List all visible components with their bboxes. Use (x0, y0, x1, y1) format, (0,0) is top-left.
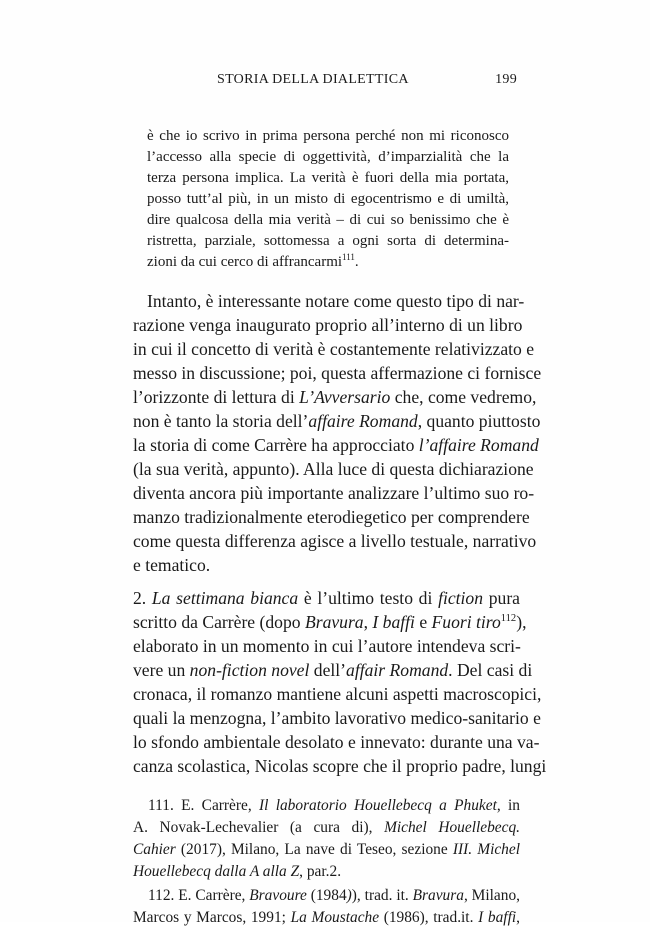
quote-line-last: zioni da cui cerco di affrancarmi$^{111}$. (147, 252, 359, 270)
body-line: (la sua verità, appunto). Alla luce di questa dichiarazione (133, 459, 534, 479)
body-line: razione venga inaugurato proprio all’interno di un libro (133, 315, 523, 335)
footnote-line: Cahier (2017), Milano, La nave di Teseo, sezione III. Michel (133, 841, 520, 858)
quote-line: terza persona implica. La verità è fuori della mia portata, (147, 170, 509, 186)
footnote-ref-111: 111 (342, 252, 355, 262)
quote-line: posso tutt’al più, in un misto di egocentrismo e di umiltà, (147, 191, 509, 207)
body-line: manzo tradizionalmente eterodiegetico per comprendere (133, 507, 530, 527)
quote-line: è che io scrivo in prima persona perché non mi riconosco (147, 128, 509, 144)
body-line: Intanto, è interessante notare come questo tipo di nar- (147, 291, 525, 311)
body-line: messo in discussione; poi, questa affermazione ci fornisce (133, 363, 542, 383)
body-line: l’orizzonte di lettura di L’Avversario che, come vedremo, (133, 387, 537, 407)
body-line: canza scolastica, Nicolas scopre che il proprio padre, lungi (133, 756, 547, 776)
body-line: la storia di come Carrère ha approcciato l’affaire Romand (133, 435, 539, 455)
body-line: vere un non-fiction novel dell’affair Romand. Del casi di (133, 660, 533, 680)
running-head (147, 72, 517, 92)
body-line: scritto da Carrère (dopo Bravura, I baffi e Fuori tiro$^{112}$), (133, 612, 527, 632)
quote-line: dire qualcosa della mia verità – di cui so benissimo che è (147, 212, 509, 228)
body-line: non è tanto la storia dell’affaire Romand, quanto piuttosto (133, 411, 541, 431)
footnote-line: A. Novak-Lechevalier (a cura di), Michel Houellebecq. (133, 819, 520, 836)
footnote-line: Marcos y Marcos, 1991; La Moustache (1986), trad.it. I baffi, (133, 909, 520, 926)
body-line: in cui il concetto di verità è costantemente relativizzato e (133, 339, 535, 359)
footnote-ref-112: 112 (500, 613, 517, 625)
body-line: e tematico. (133, 555, 211, 575)
body-line: come questa differenza agisce a livello testuale, narrativo (133, 531, 537, 551)
body-line: quali la menzogna, l’ambito lavorativo medico-sanitario e (133, 708, 541, 728)
body-line: lo sfondo ambientale desolato e innevato: durante una va- (133, 732, 540, 752)
quote-line: l’accesso alla specie di oggettività, d’imparzialità che la (147, 149, 509, 165)
quote-line: ristretta, parziale, sottomessa a ogni sorta di determina- (147, 233, 509, 249)
running-title: STORIA DELLA DIALETTICA (217, 72, 409, 87)
body-line: cronaca, il romanzo mantiene alcuni aspetti macroscopici, (133, 684, 542, 704)
body-line: elaborato in un momento in cui l’autore intendeva scri- (133, 636, 521, 656)
body-line: 2. La settimana bianca è l’ultimo testo di fiction pura (133, 588, 520, 608)
footnote-111: 111. E. Carrère, Il laboratorio Houellebecq a Phuket, in (148, 797, 520, 814)
footnote-line: Houellebecq dalla A alla Z, par.2. (133, 863, 342, 880)
body-line: diventa ancora più importante analizzare l’ultimo suo ro- (133, 483, 535, 503)
page-number: 199 (495, 72, 517, 87)
footnote-112: 112. E. Carrère, Bravoure (1984)), trad. it. Bravura, Milano, (148, 887, 520, 904)
